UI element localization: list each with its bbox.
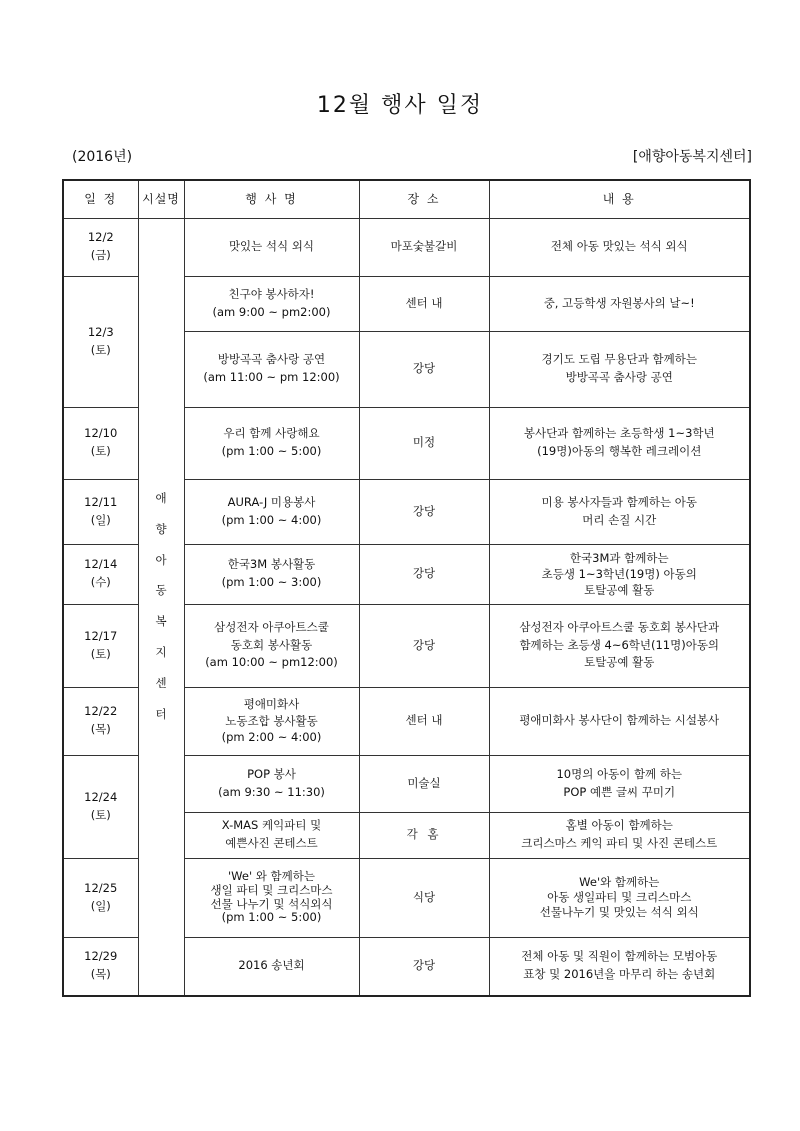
content-cell: 미용 봉사자들과 함께하는 아동 머리 손질 시간 <box>489 479 750 544</box>
place-cell: 마포숯불갈비 <box>359 218 489 276</box>
event-cell: 평애미화사 노동조합 봉사활동 (pm 2:00 ~ 4:00) <box>184 687 359 755</box>
table-row <box>63 218 750 276</box>
content-cell: 경기도 도립 무용단과 함께하는 방방곡곡 춤사랑 공연 <box>489 331 750 407</box>
header-date: 일 정 <box>63 180 138 218</box>
schedule-table <box>62 179 751 997</box>
date-cell: 12/29 (목) <box>63 937 138 996</box>
event-cell: 맛있는 석식 외식 <box>184 218 359 276</box>
date-cell: 12/22 (목) <box>63 687 138 755</box>
content-cell: 전체 아동 맛있는 석식 외식 <box>489 218 750 276</box>
date-cell: 12/14 (수) <box>63 544 138 604</box>
header-place: 장 소 <box>359 180 489 218</box>
header-content: 내 용 <box>489 180 750 218</box>
place-cell: 각 홈 <box>359 812 489 858</box>
place-cell: 강당 <box>359 604 489 687</box>
content-cell: 봉사단과 함께하는 초등학생 1~3학년 (19명)아동의 행복한 레크레이션 <box>489 407 750 479</box>
event-cell: 'We' 와 함께하는 생일 파티 및 크리스마스 선물 나누기 및 석식외식 (pm 1:00 ~ 5:00) <box>184 858 359 937</box>
page-title: 12월 행사 일정 <box>316 93 484 118</box>
content-cell: 10명의 아동이 함께 하는 POP 예쁜 글씨 꾸미기 <box>489 755 750 812</box>
date-cell: 12/10 (토) <box>63 407 138 479</box>
place-cell: 센터 내 <box>359 687 489 755</box>
place-cell: 식당 <box>359 858 489 937</box>
date-cell: 12/25 (일) <box>63 858 138 937</box>
place-cell: 강당 <box>359 937 489 996</box>
header-facility: 시설명 <box>138 180 184 218</box>
event-cell: X-MAS 케익파티 및 예쁜사진 콘테스트 <box>184 812 359 858</box>
place-cell: 미정 <box>359 407 489 479</box>
place-cell: 센터 내 <box>359 276 489 331</box>
event-cell: AURA-J 미용봉사 (pm 1:00 ~ 4:00) <box>184 479 359 544</box>
event-cell: 방방곡곡 춤사랑 공연 (am 11:00 ~ pm 12:00) <box>184 331 359 407</box>
year-label: (2016년) <box>72 149 133 165</box>
place-cell: 강당 <box>359 331 489 407</box>
place-cell: 미술실 <box>359 755 489 812</box>
place-cell: 강당 <box>359 544 489 604</box>
organization-label: [애향아동복지센터] <box>632 149 752 165</box>
content-cell: 평애미화사 봉사단이 함께하는 시설봉사 <box>489 687 750 755</box>
content-cell: 한국3M과 함께하는 초등생 1~3학년(19명) 아동의 토탈공예 활동 <box>489 544 750 604</box>
date-cell: 12/17 (토) <box>63 604 138 687</box>
event-cell: 우리 함께 사랑해요 (pm 1:00 ~ 5:00) <box>184 407 359 479</box>
event-cell: 2016 송년회 <box>184 937 359 996</box>
event-cell: 삼성전자 아쿠아트스쿨 동호회 봉사활동 (am 10:00 ~ pm12:00) <box>184 604 359 687</box>
content-cell: 삼성전자 아쿠아트스쿨 동호회 봉사단과 함께하는 초등생 4~6학년(11명)아동의 토탈공예 활동 <box>489 604 750 687</box>
date-cell: 12/2 (금) <box>63 218 138 276</box>
date-cell: 12/11 (일) <box>63 479 138 544</box>
content-cell: 전체 아동 및 직원이 함께하는 모범아동 표창 및 2016년을 마무리 하는 송년회 <box>489 937 750 996</box>
event-cell: POP 봉사 (am 9:30 ~ 11:30) <box>184 755 359 812</box>
event-cell: 친구야 봉사하자! (am 9:00 ~ pm2:00) <box>184 276 359 331</box>
date-cell: 12/3 (토) <box>63 276 138 407</box>
content-cell: 중, 고등학생 자원봉사의 날~! <box>489 276 750 331</box>
header-event: 행 사 명 <box>184 180 359 218</box>
content-cell: 홈별 아동이 함께하는 크리스마스 케익 파티 및 사진 콘테스트 <box>489 812 750 858</box>
event-cell: 한국3M 봉사활동 (pm 1:00 ~ 3:00) <box>184 544 359 604</box>
date-cell: 12/24 (토) <box>63 755 138 858</box>
place-cell: 강당 <box>359 479 489 544</box>
content-cell: We'와 함께하는 아동 생일파티 및 크리스마스 선물나누기 및 맛있는 석식 외식 <box>489 858 750 937</box>
facility-name-cell: 애 향 아 동 복 지 센 터 <box>138 218 184 996</box>
